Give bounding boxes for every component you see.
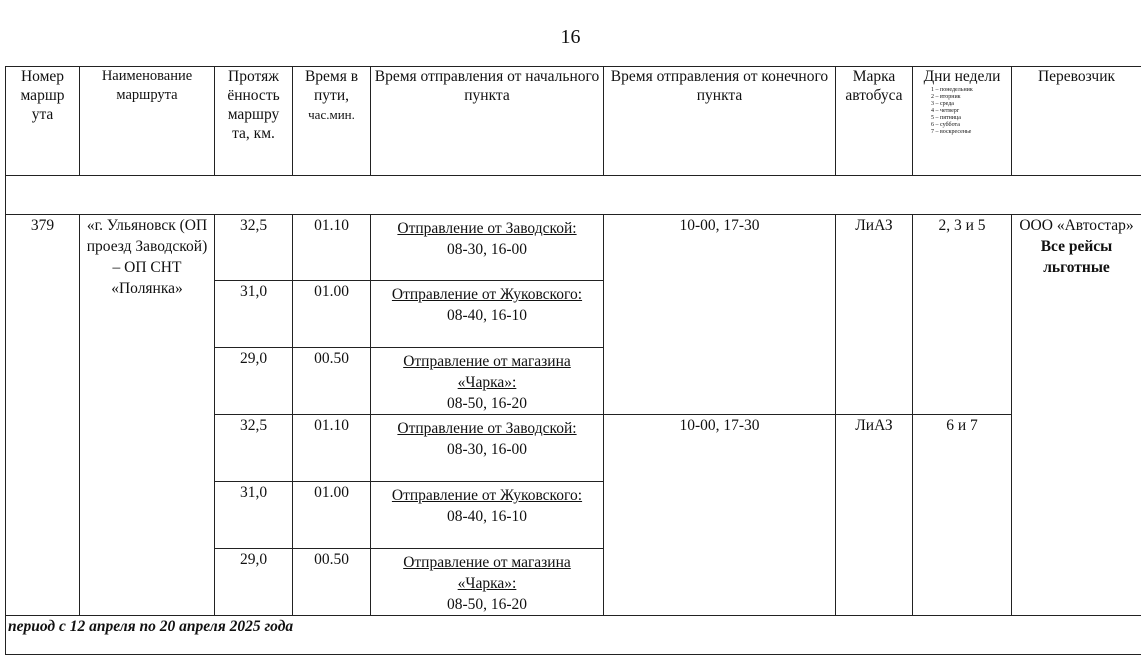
length-cell: 29,0 [215, 549, 293, 616]
departure-start-cell [371, 549, 604, 616]
header-length: Протяж ённость маршру та, км. [215, 67, 293, 176]
page-number: 16 [560, 26, 581, 48]
carrier-name: ООО «Автостар» [1019, 217, 1134, 234]
departure-times: 08-50, 16-20 [446, 395, 528, 412]
departure-label: Отправление от Жуковского: [391, 487, 583, 504]
header-route-number: Номер маршр ута [6, 67, 80, 176]
bus-brand-cell: ЛиАЗ [836, 215, 913, 415]
departure-start-cell [371, 415, 604, 482]
departure-label: Отправление от Жуковского: [391, 286, 583, 303]
route-name-cell: «г. Ульяновск (ОП проезд Заводской) – ОП СНТ «Полянка» [80, 215, 215, 616]
days-legend-item: 1 – понедельник [931, 87, 973, 93]
departure-start-cell [371, 348, 604, 415]
days-legend-item: 7 – воскресенье [931, 129, 972, 135]
departure-label: Отправление от магазина «Чарка»: [403, 353, 571, 391]
departure-start-cell [371, 281, 604, 348]
departure-label: Отправление от Заводской: [397, 420, 577, 437]
days-legend-item: 5 – пятница [931, 115, 961, 121]
days-legend [915, 87, 1009, 136]
departure-end-cell: 10-00, 17-30 [604, 415, 836, 616]
departure-times: 08-50, 16-20 [446, 596, 528, 613]
time-cell: 01.00 [293, 482, 371, 549]
header-row [6, 67, 1141, 176]
length-cell: 31,0 [215, 482, 293, 549]
departure-label: Отправление от магазина «Чарка»: [403, 554, 571, 592]
days-legend-item: 4 – четверг [931, 108, 960, 114]
header-route-name: Наименование маршрута [80, 67, 215, 176]
spacer-row [6, 176, 1141, 215]
days-legend-item: 2 – вторник [931, 94, 961, 100]
bus-brand-cell: ЛиАЗ [836, 415, 913, 616]
length-cell: 31,0 [215, 281, 293, 348]
time-cell: 01.00 [293, 281, 371, 348]
length-cell: 29,0 [215, 348, 293, 415]
spacer-cell [6, 176, 1141, 215]
days-cell: 2, 3 и 5 [913, 215, 1012, 415]
length-cell: 32,5 [215, 215, 293, 281]
period-note: период с 12 апреля по 20 апреля 2025 года [6, 616, 1141, 655]
header-travel-time [293, 67, 371, 176]
header-travel-time-main: Время в пути, [304, 68, 359, 104]
days-legend-item: 3 – среда [931, 101, 954, 107]
header-carrier: Перевозчик [1012, 67, 1141, 176]
departure-times: 08-30, 16-00 [446, 441, 528, 458]
days-legend-item: 6 – суббота [931, 122, 960, 128]
time-cell: 00.50 [293, 348, 371, 415]
footer-row [6, 616, 1141, 655]
departure-times: 08-40, 16-10 [446, 508, 528, 525]
length-cell: 32,5 [215, 415, 293, 482]
header-days-title: Дни недели [923, 68, 1001, 85]
carrier-cell [1012, 215, 1141, 616]
time-cell: 01.10 [293, 415, 371, 482]
departure-times: 08-30, 16-00 [446, 241, 528, 258]
header-days [913, 67, 1012, 176]
days-cell: 6 и 7 [913, 415, 1012, 616]
departure-label: Отправление от Заводской: [397, 220, 577, 237]
route-number-cell: 379 [6, 215, 80, 616]
time-cell: 00.50 [293, 549, 371, 616]
header-travel-time-unit: час.мин. [308, 107, 355, 122]
schedule-table [5, 66, 1141, 655]
departure-start-cell [371, 482, 604, 549]
departure-start-cell [371, 215, 604, 281]
table-row [6, 215, 1141, 281]
departure-end-cell: 10-00, 17-30 [604, 215, 836, 415]
departure-times: 08-40, 16-10 [446, 307, 528, 324]
time-cell: 01.10 [293, 215, 371, 281]
header-departure-start: Время отправления от начального пункта [371, 67, 604, 176]
header-bus-brand: Марка автобуса [836, 67, 913, 176]
carrier-note: Все рейсы льготные [1040, 238, 1113, 276]
header-departure-end: Время отправления от конечного пункта [604, 67, 836, 176]
